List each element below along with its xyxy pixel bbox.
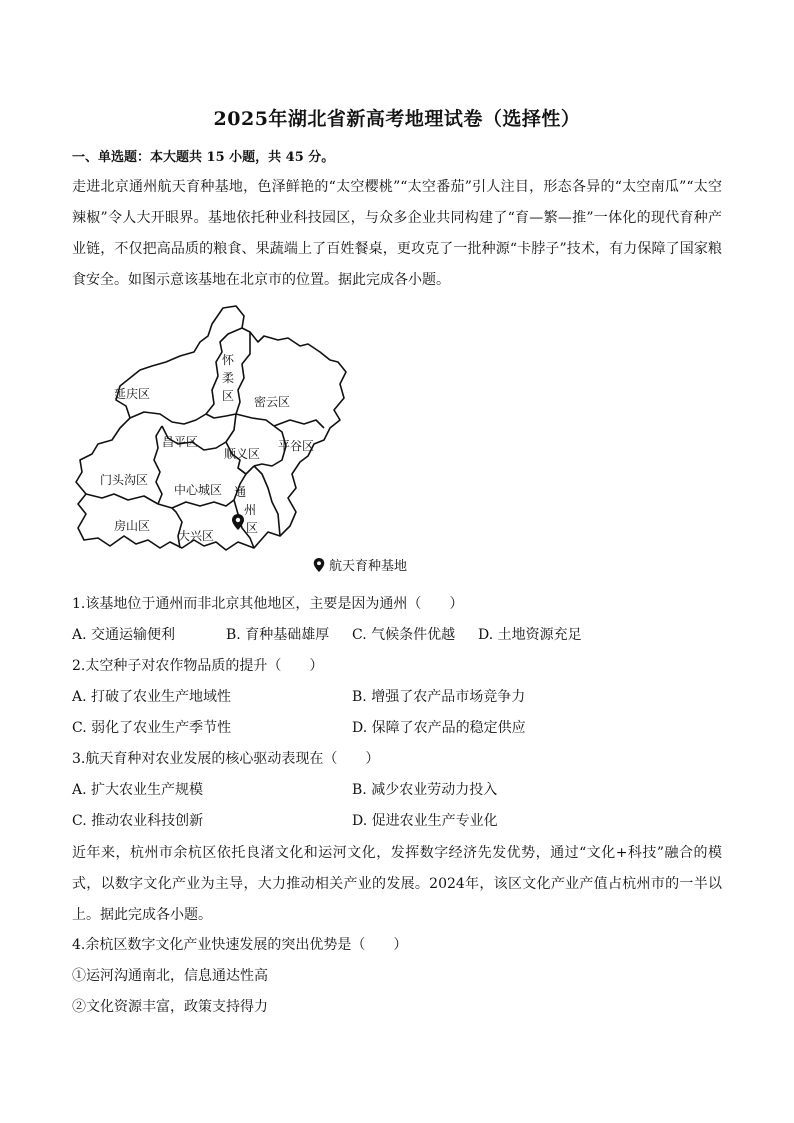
q3-option-d[interactable]: D. 促进农业生产专业化 — [352, 813, 498, 829]
q3-option-a[interactable]: A. 扩大农业生产规模 — [72, 782, 204, 798]
district-tongzhou-3: 区 — [246, 521, 259, 535]
question-3-stem: 3.航天育种对农业发展的核心驱动表现在（ ） — [72, 751, 380, 767]
district-miyun: 密云区 — [254, 395, 291, 409]
q2-option-d[interactable]: D. 保障了农产品的稳定供应 — [352, 720, 526, 736]
q2-option-c[interactable]: C. 弱化了农业生产季节性 — [72, 720, 232, 736]
q1-option-d[interactable]: D. 土地资源充足 — [478, 627, 582, 643]
district-mentougou: 门头沟区 — [100, 473, 149, 487]
district-daxing: 大兴区 — [178, 529, 215, 543]
district-shunyi: 顺义区 — [224, 447, 261, 461]
question-4-stem: 4.余杭区数字文化产业快速发展的突出优势是（ ） — [72, 937, 408, 953]
district-huairou-1: 怀 — [222, 353, 235, 367]
page-title: 2025年湖北省新高考地理试卷（选择性） — [213, 108, 581, 130]
district-zhongxin: 中心城区 — [174, 483, 223, 497]
district-huairou-2: 柔 — [222, 371, 235, 385]
q4-statement-2: ②文化资源丰富，政策支持得力 — [72, 999, 268, 1015]
district-fangshan: 房山区 — [114, 519, 151, 533]
q2-option-b[interactable]: B. 增强了农产品市场竞争力 — [352, 689, 526, 705]
legend-label: 航天育种基地 — [329, 559, 408, 574]
district-huairou-3: 区 — [222, 389, 235, 403]
passage-1: 走进北京通州航天育种基地，色泽鲜艳的“太空樱桃”“太空番茄”引人注目，形态各异的“太空南瓜”“太空辣椒”令人大开眼界。基地依托种业科技园区，与众多企业共同构建了“育—繁—推”一体化的现代育种产业链，不仅把高品质的粮食、果蔬端上了百姓餐桌，更攻克了一批种源“卡脖子”技术，有力保障了国家粮食安全。如图示意该基地在北京市的位置。据此完成各小题。 — [72, 179, 722, 288]
passage-2: 近年来，杭州市余杭区依托良渚文化和运河文化，发挥数字经济先发优势，通过“文化+科技”融合的模式，以数字文化产业为主导，大力推动相关产业的发展。2024年，该区文化产业产值占杭州市的一半以上。据此完成各小题。 — [72, 845, 722, 923]
q1-option-b[interactable]: B. 育种基础雄厚 — [226, 627, 330, 643]
q3-option-c[interactable]: C. 推动农业科技创新 — [72, 813, 204, 829]
beijing-district-map — [68, 302, 358, 552]
map-outer-boundary — [76, 306, 346, 550]
section-heading: 一、单选题：本大题共 15 小题，共 45 分。 — [72, 150, 335, 165]
q2-option-a[interactable]: A. 打破了农业生产地域性 — [72, 689, 232, 705]
district-changping: 昌平区 — [162, 435, 199, 449]
question-2-stem: 2.太空种子对农作物品质的提升（ ） — [72, 658, 324, 674]
q1-option-a[interactable]: A. 交通运输便利 — [72, 627, 176, 643]
location-pin-icon — [313, 558, 325, 572]
district-pinggu: 平谷区 — [278, 439, 315, 453]
q1-option-c[interactable]: C. 气候条件优越 — [352, 627, 456, 643]
q4-statement-1: ①运河沟通南北，信息通达性高 — [72, 968, 268, 984]
map-legend — [313, 555, 407, 574]
district-tongzhou-2: 州 — [244, 503, 257, 517]
q3-option-b[interactable]: B. 减少农业劳动力投入 — [352, 782, 498, 798]
district-tongzhou-1: 通 — [234, 485, 247, 499]
district-yanqing: 延庆区 — [114, 387, 151, 401]
question-1-stem: 1.该基地位于通州而非北京其他地区，主要是因为通州（ ） — [72, 596, 464, 612]
